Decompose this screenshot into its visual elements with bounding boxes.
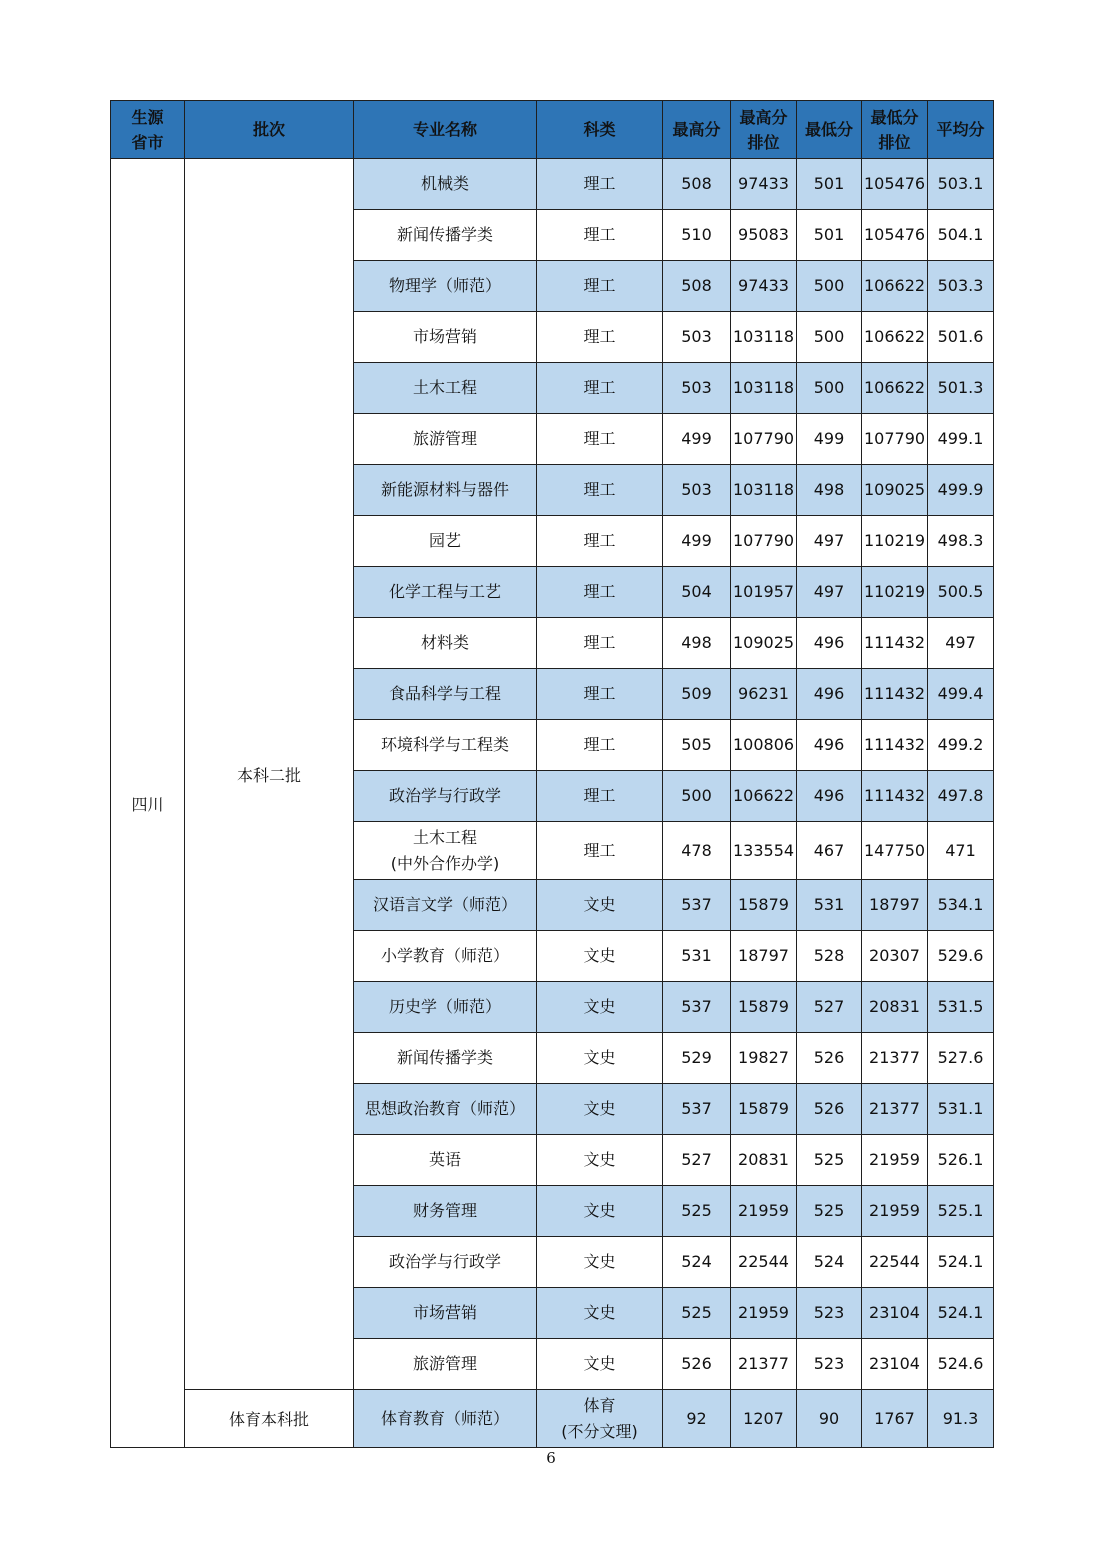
max-score-cell: 525 bbox=[663, 1288, 731, 1339]
min-rank-cell: 21959 bbox=[862, 1135, 928, 1186]
avg-score-cell: 529.6 bbox=[928, 931, 994, 982]
min-rank-cell: 107790 bbox=[862, 414, 928, 465]
major-cell: 旅游管理 bbox=[354, 1339, 537, 1390]
min-rank-cell: 105476 bbox=[862, 210, 928, 261]
category-cell: 文史 bbox=[537, 1237, 663, 1288]
category-cell: 理工 bbox=[537, 567, 663, 618]
major-cell: 土木工程 (中外合作办学) bbox=[354, 822, 537, 880]
min-score-cell: 500 bbox=[797, 312, 862, 363]
max-score-cell: 508 bbox=[663, 261, 731, 312]
category-cell: 文史 bbox=[537, 1339, 663, 1390]
min-rank-cell: 106622 bbox=[862, 261, 928, 312]
min-rank-cell: 106622 bbox=[862, 312, 928, 363]
avg-score-cell: 531.5 bbox=[928, 982, 994, 1033]
max-rank-cell: 18797 bbox=[731, 931, 797, 982]
min-rank-cell: 21959 bbox=[862, 1186, 928, 1237]
max-rank-cell: 95083 bbox=[731, 210, 797, 261]
major-cell: 化学工程与工艺 bbox=[354, 567, 537, 618]
max-score-cell: 527 bbox=[663, 1135, 731, 1186]
max-rank-cell: 96231 bbox=[731, 669, 797, 720]
major-cell: 市场营销 bbox=[354, 1288, 537, 1339]
table-header-row bbox=[111, 101, 994, 159]
major-cell: 政治学与行政学 bbox=[354, 1237, 537, 1288]
header-avg: 平均分 bbox=[928, 101, 994, 159]
avg-score-cell: 531.1 bbox=[928, 1084, 994, 1135]
category-cell: 体育 (不分文理) bbox=[537, 1390, 663, 1448]
min-score-cell: 523 bbox=[797, 1288, 862, 1339]
category-cell: 理工 bbox=[537, 822, 663, 880]
max-rank-cell: 21959 bbox=[731, 1186, 797, 1237]
major-cell: 英语 bbox=[354, 1135, 537, 1186]
major-cell: 新闻传播学类 bbox=[354, 1033, 537, 1084]
header-major: 专业名称 bbox=[354, 101, 537, 159]
min-rank-cell: 110219 bbox=[862, 567, 928, 618]
avg-score-cell: 534.1 bbox=[928, 880, 994, 931]
max-rank-cell: 15879 bbox=[731, 1084, 797, 1135]
min-score-cell: 496 bbox=[797, 720, 862, 771]
header-min-rank: 最低分 排位 bbox=[862, 101, 928, 159]
min-rank-cell: 22544 bbox=[862, 1237, 928, 1288]
category-cell: 理工 bbox=[537, 363, 663, 414]
major-cell: 体育教育（师范） bbox=[354, 1390, 537, 1448]
avg-score-cell: 499.4 bbox=[928, 669, 994, 720]
avg-score-cell: 500.5 bbox=[928, 567, 994, 618]
min-score-cell: 499 bbox=[797, 414, 862, 465]
avg-score-cell: 503.3 bbox=[928, 261, 994, 312]
max-score-cell: 509 bbox=[663, 669, 731, 720]
min-score-cell: 528 bbox=[797, 931, 862, 982]
major-cell: 小学教育（师范） bbox=[354, 931, 537, 982]
batch-cell: 体育本科批 bbox=[185, 1390, 354, 1448]
min-rank-cell: 111432 bbox=[862, 720, 928, 771]
major-cell: 新能源材料与器件 bbox=[354, 465, 537, 516]
min-score-cell: 496 bbox=[797, 618, 862, 669]
avg-score-cell: 501.3 bbox=[928, 363, 994, 414]
table-row bbox=[111, 159, 994, 210]
min-score-cell: 90 bbox=[797, 1390, 862, 1448]
min-score-cell: 525 bbox=[797, 1186, 862, 1237]
min-score-cell: 527 bbox=[797, 982, 862, 1033]
max-rank-cell: 21959 bbox=[731, 1288, 797, 1339]
min-rank-cell: 105476 bbox=[862, 159, 928, 210]
major-cell: 政治学与行政学 bbox=[354, 771, 537, 822]
max-rank-cell: 101957 bbox=[731, 567, 797, 618]
max-score-cell: 508 bbox=[663, 159, 731, 210]
max-score-cell: 510 bbox=[663, 210, 731, 261]
min-score-cell: 467 bbox=[797, 822, 862, 880]
major-cell: 财务管理 bbox=[354, 1186, 537, 1237]
min-score-cell: 526 bbox=[797, 1084, 862, 1135]
major-cell: 食品科学与工程 bbox=[354, 669, 537, 720]
header-batch: 批次 bbox=[185, 101, 354, 159]
table-row bbox=[111, 1390, 994, 1448]
admission-score-table-container bbox=[110, 100, 993, 1448]
max-rank-cell: 109025 bbox=[731, 618, 797, 669]
min-score-cell: 531 bbox=[797, 880, 862, 931]
min-score-cell: 523 bbox=[797, 1339, 862, 1390]
max-rank-cell: 97433 bbox=[731, 261, 797, 312]
max-rank-cell: 15879 bbox=[731, 880, 797, 931]
max-rank-cell: 20831 bbox=[731, 1135, 797, 1186]
major-cell: 历史学（师范） bbox=[354, 982, 537, 1033]
min-score-cell: 524 bbox=[797, 1237, 862, 1288]
min-rank-cell: 111432 bbox=[862, 618, 928, 669]
max-rank-cell: 103118 bbox=[731, 312, 797, 363]
max-score-cell: 529 bbox=[663, 1033, 731, 1084]
min-rank-cell: 1767 bbox=[862, 1390, 928, 1448]
max-rank-cell: 107790 bbox=[731, 516, 797, 567]
avg-score-cell: 499.1 bbox=[928, 414, 994, 465]
admission-score-table bbox=[110, 100, 994, 1448]
max-score-cell: 498 bbox=[663, 618, 731, 669]
province-cell: 四川 bbox=[111, 159, 185, 1448]
avg-score-cell: 524.6 bbox=[928, 1339, 994, 1390]
category-cell: 理工 bbox=[537, 261, 663, 312]
min-rank-cell: 23104 bbox=[862, 1339, 928, 1390]
header-min-score: 最低分 bbox=[797, 101, 862, 159]
category-cell: 理工 bbox=[537, 312, 663, 363]
avg-score-cell: 497 bbox=[928, 618, 994, 669]
max-score-cell: 92 bbox=[663, 1390, 731, 1448]
min-rank-cell: 106622 bbox=[862, 363, 928, 414]
min-score-cell: 497 bbox=[797, 516, 862, 567]
max-score-cell: 537 bbox=[663, 1084, 731, 1135]
max-rank-cell: 97433 bbox=[731, 159, 797, 210]
min-rank-cell: 21377 bbox=[862, 1033, 928, 1084]
max-rank-cell: 1207 bbox=[731, 1390, 797, 1448]
category-cell: 文史 bbox=[537, 1084, 663, 1135]
min-rank-cell: 20307 bbox=[862, 931, 928, 982]
min-score-cell: 496 bbox=[797, 771, 862, 822]
min-score-cell: 501 bbox=[797, 210, 862, 261]
max-score-cell: 526 bbox=[663, 1339, 731, 1390]
max-score-cell: 524 bbox=[663, 1237, 731, 1288]
max-score-cell: 525 bbox=[663, 1186, 731, 1237]
max-score-cell: 505 bbox=[663, 720, 731, 771]
avg-score-cell: 499.2 bbox=[928, 720, 994, 771]
avg-score-cell: 527.6 bbox=[928, 1033, 994, 1084]
max-rank-cell: 22544 bbox=[731, 1237, 797, 1288]
min-score-cell: 500 bbox=[797, 261, 862, 312]
max-rank-cell: 19827 bbox=[731, 1033, 797, 1084]
avg-score-cell: 471 bbox=[928, 822, 994, 880]
avg-score-cell: 503.1 bbox=[928, 159, 994, 210]
category-cell: 理工 bbox=[537, 720, 663, 771]
avg-score-cell: 504.1 bbox=[928, 210, 994, 261]
major-cell: 机械类 bbox=[354, 159, 537, 210]
avg-score-cell: 501.6 bbox=[928, 312, 994, 363]
major-cell: 物理学（师范） bbox=[354, 261, 537, 312]
max-score-cell: 500 bbox=[663, 771, 731, 822]
major-cell: 旅游管理 bbox=[354, 414, 537, 465]
avg-score-cell: 525.1 bbox=[928, 1186, 994, 1237]
category-cell: 理工 bbox=[537, 516, 663, 567]
min-score-cell: 500 bbox=[797, 363, 862, 414]
page-number: 6 bbox=[546, 1449, 556, 1467]
max-score-cell: 537 bbox=[663, 982, 731, 1033]
min-rank-cell: 111432 bbox=[862, 771, 928, 822]
max-score-cell: 503 bbox=[663, 465, 731, 516]
max-score-cell: 537 bbox=[663, 880, 731, 931]
min-rank-cell: 20831 bbox=[862, 982, 928, 1033]
avg-score-cell: 497.8 bbox=[928, 771, 994, 822]
min-rank-cell: 21377 bbox=[862, 1084, 928, 1135]
min-score-cell: 496 bbox=[797, 669, 862, 720]
category-cell: 文史 bbox=[537, 1186, 663, 1237]
avg-score-cell: 498.3 bbox=[928, 516, 994, 567]
min-rank-cell: 111432 bbox=[862, 669, 928, 720]
category-cell: 理工 bbox=[537, 771, 663, 822]
major-cell: 市场营销 bbox=[354, 312, 537, 363]
header-max-score: 最高分 bbox=[663, 101, 731, 159]
header-max-rank: 最高分 排位 bbox=[731, 101, 797, 159]
max-score-cell: 503 bbox=[663, 363, 731, 414]
batch-cell: 本科二批 bbox=[185, 159, 354, 1390]
max-score-cell: 478 bbox=[663, 822, 731, 880]
category-cell: 理工 bbox=[537, 465, 663, 516]
major-cell: 材料类 bbox=[354, 618, 537, 669]
avg-score-cell: 91.3 bbox=[928, 1390, 994, 1448]
max-score-cell: 499 bbox=[663, 516, 731, 567]
min-score-cell: 497 bbox=[797, 567, 862, 618]
max-rank-cell: 103118 bbox=[731, 465, 797, 516]
min-score-cell: 498 bbox=[797, 465, 862, 516]
max-score-cell: 503 bbox=[663, 312, 731, 363]
max-score-cell: 504 bbox=[663, 567, 731, 618]
major-cell: 园艺 bbox=[354, 516, 537, 567]
category-cell: 文史 bbox=[537, 1033, 663, 1084]
min-score-cell: 526 bbox=[797, 1033, 862, 1084]
avg-score-cell: 526.1 bbox=[928, 1135, 994, 1186]
min-rank-cell: 109025 bbox=[862, 465, 928, 516]
category-cell: 文史 bbox=[537, 931, 663, 982]
table-body bbox=[111, 159, 994, 1448]
min-rank-cell: 110219 bbox=[862, 516, 928, 567]
avg-score-cell: 499.9 bbox=[928, 465, 994, 516]
max-rank-cell: 15879 bbox=[731, 982, 797, 1033]
max-rank-cell: 21377 bbox=[731, 1339, 797, 1390]
category-cell: 理工 bbox=[537, 618, 663, 669]
header-category: 科类 bbox=[537, 101, 663, 159]
max-rank-cell: 107790 bbox=[731, 414, 797, 465]
avg-score-cell: 524.1 bbox=[928, 1288, 994, 1339]
category-cell: 理工 bbox=[537, 159, 663, 210]
category-cell: 理工 bbox=[537, 669, 663, 720]
max-rank-cell: 100806 bbox=[731, 720, 797, 771]
major-cell: 思想政治教育（师范） bbox=[354, 1084, 537, 1135]
category-cell: 理工 bbox=[537, 414, 663, 465]
major-cell: 新闻传播学类 bbox=[354, 210, 537, 261]
min-rank-cell: 18797 bbox=[862, 880, 928, 931]
major-cell: 环境科学与工程类 bbox=[354, 720, 537, 771]
major-cell: 汉语言文学（师范） bbox=[354, 880, 537, 931]
category-cell: 文史 bbox=[537, 1288, 663, 1339]
max-score-cell: 531 bbox=[663, 931, 731, 982]
category-cell: 文史 bbox=[537, 982, 663, 1033]
max-rank-cell: 106622 bbox=[731, 771, 797, 822]
avg-score-cell: 524.1 bbox=[928, 1237, 994, 1288]
max-rank-cell: 103118 bbox=[731, 363, 797, 414]
major-cell: 土木工程 bbox=[354, 363, 537, 414]
min-rank-cell: 23104 bbox=[862, 1288, 928, 1339]
min-score-cell: 501 bbox=[797, 159, 862, 210]
category-cell: 文史 bbox=[537, 880, 663, 931]
max-rank-cell: 133554 bbox=[731, 822, 797, 880]
max-score-cell: 499 bbox=[663, 414, 731, 465]
category-cell: 理工 bbox=[537, 210, 663, 261]
min-score-cell: 525 bbox=[797, 1135, 862, 1186]
category-cell: 文史 bbox=[537, 1135, 663, 1186]
header-province: 生源 省市 bbox=[111, 101, 185, 159]
min-rank-cell: 147750 bbox=[862, 822, 928, 880]
